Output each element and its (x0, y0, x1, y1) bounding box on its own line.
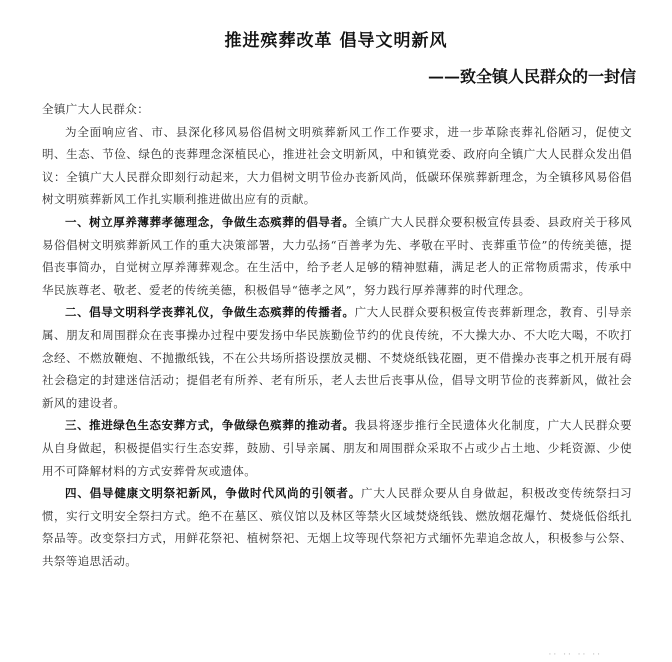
letter-body (42, 98, 632, 572)
section-4-text: 广大人民群众要从自身做起，积极改变传统祭扫习惯，实行文明安全祭扫方式。绝不在墓区、殡仪馆以及林区等禁火区域焚烧纸钱、燃放烟花爆竹、焚烧低俗纸扎祭品等。改变祭扫方式，用鲜花祭祀、植树祭祀、无烟上坟等现代祭祀方式缅怀先辈追念故人，积极参与公祭、共祭等追思活动。 (42, 486, 632, 568)
section-4 (42, 482, 632, 572)
letter-subtitle: ——致全镇人民群众的一封信 (427, 67, 636, 86)
section-3-text: 我县将逐步推行全民遗体火化制度，广大人民群众要从自身做起，积极提倡实行生态安葬，鼓励、引导亲属、朋友和周围群众采取不占或少占土地、少耗资源、少使用不可降解材料的方式安葬骨灰或遗体。 (42, 418, 632, 478)
section-1 (42, 211, 632, 301)
section-2-lead: 二、倡导文明科学丧葬礼仪，争做生态殡葬的传播者。 (65, 305, 355, 320)
letter-title: 推进殡葬改革 倡导文明新风 (224, 31, 448, 51)
footer-mark: ·· ·· ·· ·· (548, 650, 602, 660)
intro-paragraph: 为全面响应省、市、县深化移风易俗倡树文明殡葬新风工作工作要求，进一步革除丧葬礼俗陋习，促使文明、生态、节俭、绿色的丧葬理念深植民心，推进社会文明新风，中和镇党委、政府向全镇广大人民群众发出倡议：全镇广大人民群众即刻行动起来，大力倡树文明节俭办丧新风尚，低碳环保殡葬新理念，为全镇移风易俗倡树文明殡葬新风工作扎实顺利推进做出应有的贡献。 (42, 124, 632, 207)
section-2-text: 广大人民群众要积极宣传丧葬新理念，教育、引导亲属、朋友和周围群众在丧事操办过程中要发扬中华民族勤俭节约的优良传统，不大操大办、不大吃大喝，不吹打念经、不燃放鞭炮、不抛撒纸钱，不在公共场所搭设摆放灵棚、不焚烧纸钱花圈，更不借操办丧事之机开展有碍社会稳定的封建迷信活动；提倡老有所养、老有所乐，老人去世后丧事从俭，倡导文明节俭的丧葬新风，做社会新风的建设者。 (42, 305, 632, 410)
section-3 (42, 414, 632, 482)
section-4-lead: 四、倡导健康文明祭祀新风，争做时代风尚的引领者。 (65, 486, 362, 501)
section-1-text: 全镇广大人民群众要积极宣传县委、县政府关于移风易俗倡树文明殡葬新风工作的重大决策部署，大力弘扬“百善孝为先、孝敬在平时、丧葬重节俭”的传统美德，提倡丧事简办，自觉树立厚养薄葬观念。在生活中，给予老人足够的精神慰藉，满足老人的正常物质需求，传承中华民族尊老、敬老、爱老的传统美德，积极倡导“德孝之风”，努力践行厚养薄葬的时代理念。 (42, 214, 632, 297)
section-2 (42, 301, 632, 414)
section-3-lead: 三、推进绿色生态安葬方式，争做绿色殡葬的推动者。 (65, 418, 355, 433)
salutation: 全镇广大人民群众： (42, 102, 150, 116)
section-1-lead: 一、树立厚养薄葬孝德理念，争做生态殡葬的倡导者。 (65, 214, 355, 229)
